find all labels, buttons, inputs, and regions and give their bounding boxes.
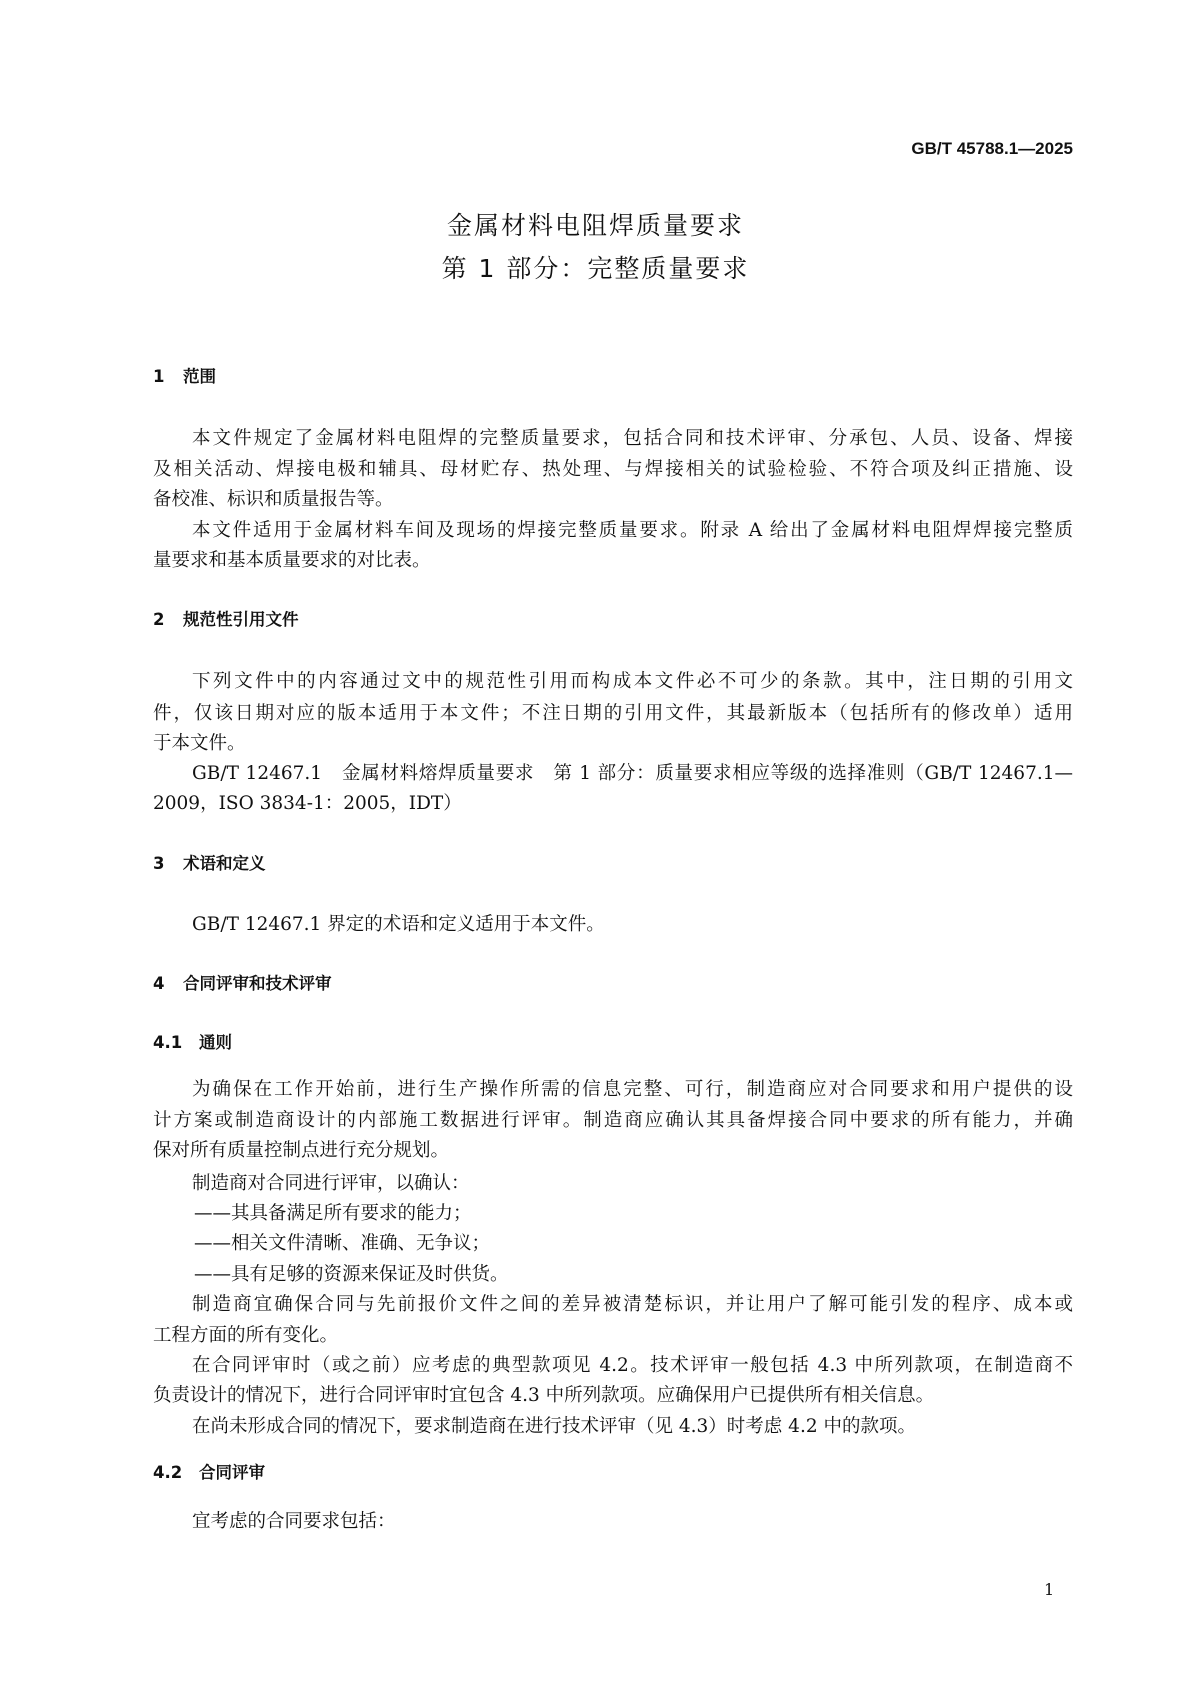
paragraph-line: 负责设计的情况下，进行合同评审时宜包含 4.3 中所列款项。应确保用户已提供所有相关信息。 bbox=[153, 1385, 935, 1406]
section-heading-2 bbox=[153, 612, 299, 629]
subsection-heading-4-2 bbox=[153, 1465, 265, 1482]
document-subtitle: 第 1 部分：完整质量要求 bbox=[441, 254, 750, 283]
paragraph-line: 制造商对合同进行评审，以确认： bbox=[192, 1173, 470, 1194]
section-title: 合同评审 bbox=[199, 1463, 265, 1482]
paragraph-line: GB/T 12467.1 界定的术语和定义适用于本文件。 bbox=[192, 914, 605, 935]
paragraph-line: 量要求和基本质量要求的对比表。 bbox=[153, 550, 431, 571]
paragraph-line: 本文件适用于金属材料车间及现场的焊接完整质量要求。附录 A 给出了金属材料电阻焊焊接完整质 bbox=[192, 520, 1073, 541]
section-title: 范围 bbox=[183, 367, 216, 386]
paragraph-line: 及相关活动、焊接电极和辅具、母材贮存、热处理、与焊接相关的试验检验、不符合项及纠正措施、设 bbox=[153, 459, 1073, 480]
list-item: ——相关文件清晰、准确、无争议； bbox=[194, 1233, 491, 1254]
paragraph-line: 本文件规定了金属材料电阻焊的完整质量要求，包括合同和技术评审、分承包、人员、设备、焊接 bbox=[192, 428, 1073, 449]
normative-reference: GB/T 12467.1 金属材料熔焊质量要求 第 1 部分：质量要求相应等级的选择准则（GB/T 12467.1— bbox=[192, 763, 1073, 784]
paragraph-line: 制造商宜确保合同与先前报价文件之间的差异被清楚标识，并让用户了解可能引发的程序、成本或 bbox=[192, 1294, 1073, 1315]
normative-reference-cont: 2009，ISO 3834-1：2005，IDT） bbox=[153, 793, 462, 814]
section-number: 2 bbox=[153, 610, 165, 629]
paragraph-line: 备校准、标识和质量报告等。 bbox=[153, 489, 394, 510]
document-title: 金属材料电阻焊质量要求 bbox=[446, 211, 744, 240]
paragraph-line: 下列文件中的内容通过文中的规范性引用而构成本文件必不可少的条款。其中，注日期的引用文 bbox=[192, 671, 1073, 692]
page-number: 1 bbox=[1044, 1580, 1055, 1599]
section-title: 合同评审和技术评审 bbox=[183, 974, 332, 993]
paragraph-line: 于本文件。 bbox=[153, 733, 246, 754]
paragraph-line: 保对所有质量控制点进行充分规划。 bbox=[153, 1140, 450, 1161]
section-number: 3 bbox=[153, 854, 165, 873]
paragraph-line: 计方案或制造商设计的内部施工数据进行评审。制造商应确认其具备焊接合同中要求的所有能力，并确 bbox=[153, 1110, 1073, 1131]
section-title: 通则 bbox=[199, 1033, 232, 1052]
section-title: 规范性引用文件 bbox=[183, 610, 299, 629]
standard-number: GB/T 45788.1—2025 bbox=[911, 139, 1073, 158]
list-item: ——其具备满足所有要求的能力； bbox=[194, 1203, 472, 1224]
paragraph-line: 在尚未形成合同的情况下，要求制造商在进行技术评审（见 4.3）时考虑 4.2 中的款项。 bbox=[192, 1416, 916, 1437]
list-item: ——具有足够的资源来保证及时供货。 bbox=[194, 1264, 509, 1285]
paragraph-line: 件，仅该日期对应的版本适用于本文件；不注日期的引用文件，其最新版本（包括所有的修改单）适用 bbox=[153, 703, 1073, 724]
section-number: 4.1 bbox=[153, 1033, 183, 1052]
section-heading-4 bbox=[153, 976, 332, 993]
section-heading-3 bbox=[153, 856, 266, 873]
section-number: 4 bbox=[153, 974, 165, 993]
section-title: 术语和定义 bbox=[183, 854, 266, 873]
section-number: 4.2 bbox=[153, 1463, 183, 1482]
paragraph-line: 在合同评审时（或之前）应考虑的典型款项见 4.2。技术评审一般包括 4.3 中所列款项，在制造商不 bbox=[192, 1355, 1073, 1376]
paragraph-line: 为确保在工作开始前，进行生产操作所需的信息完整、可行，制造商应对合同要求和用户提供的设 bbox=[192, 1079, 1073, 1100]
paragraph-line: 宜考虑的合同要求包括： bbox=[192, 1511, 396, 1532]
section-heading-1 bbox=[153, 369, 216, 386]
paragraph-line: 工程方面的所有变化。 bbox=[153, 1325, 339, 1346]
section-number: 1 bbox=[153, 367, 165, 386]
subsection-heading-4-1 bbox=[153, 1035, 232, 1052]
